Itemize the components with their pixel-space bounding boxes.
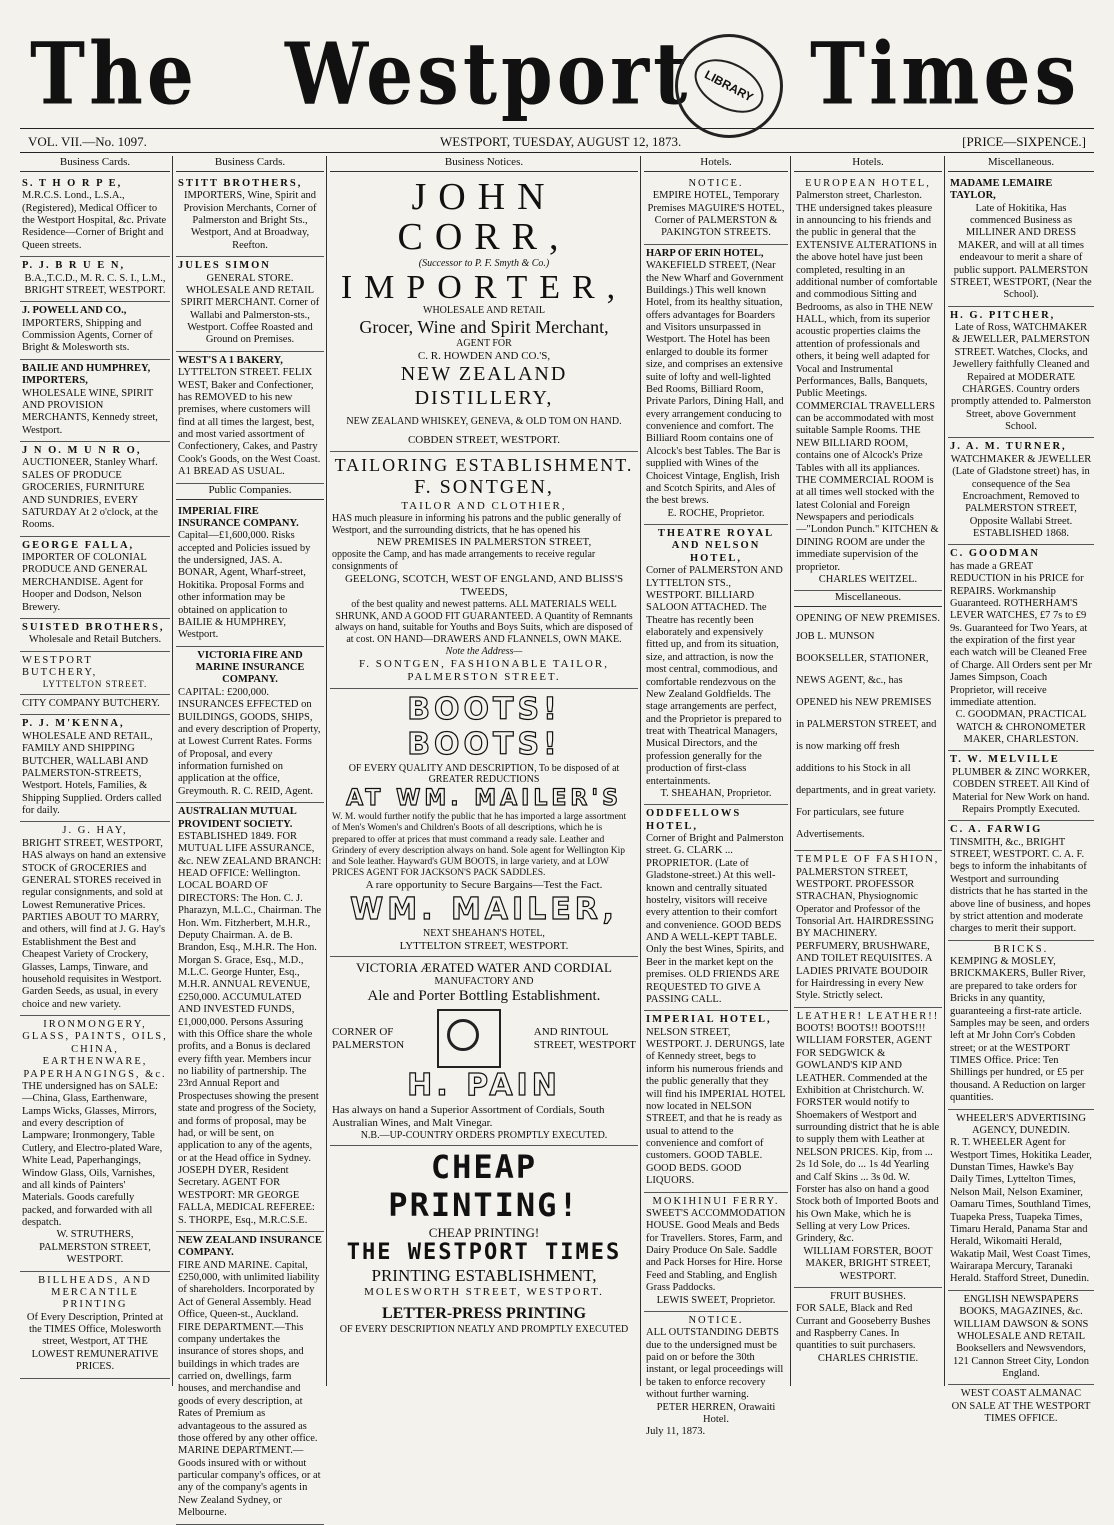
ad-wheeler-agency	[948, 1110, 1094, 1291]
ad-imperial-insurance	[176, 503, 324, 647]
ad-body: Late of Hokitika, Has commenced Business as MILLINER AND DRESS MAKER, and will at all times endeavour to merit a share of public support. PALMERSTON STREET, WESTPORT, (Near the School).	[950, 202, 1092, 301]
ad-title: C. A. FARWIG	[950, 824, 1043, 836]
ad-title: VICTORIA FIRE AND MARINE INSURANCE COMPANY.	[195, 649, 305, 686]
ad-powell	[20, 302, 170, 360]
ad-signature: F. SONTGEN, FASHIONABLE TAILOR, PALMERSTON STREET.	[359, 657, 609, 683]
ad-body: IMPORTERS, Shipping and Commission Agents, Corner of Bright & Molesworth sts.	[22, 317, 153, 354]
ad-city-butchery	[20, 695, 170, 715]
bottling-machine-illustration	[437, 1009, 501, 1068]
column-divider	[640, 156, 641, 1386]
ad-body: EMPIRE HOTEL, Temporary Premises MAGUIRE'S HOTEL, Corner of PALMERSTON & PAKINGTON STREETS.	[647, 190, 785, 239]
ad-body: opposite the Camp, and has made arrangements to receive regular consignments of	[332, 549, 596, 573]
ad-body: PLUMBER & ZINC WORKER, COBDEN STREET. All Kind of Material for New Work on hand. Repairs Promptly Executed.	[951, 766, 1091, 815]
ad-suisted	[20, 619, 170, 652]
ad-bruen	[20, 257, 170, 302]
ad-body: BOOTS! BOOTS!! BOOTS!!! WILLIAM FORSTER, AGENT FOR SEDGWICK & GOWLAND'S KIP AND LEATHER. Commended at the Exhibition at Christchurch. W. FORSTER would notify to Shoemakers of Westport and surrounding district that he is able to supply them with Leather at NELSON PRICES. Kip, from ... 2s 1d Sole, do ... 1s 4d Yearling and Calf Skins ... 3s 0d. W. Forster has also on hand a good Stock both of Imported Boots and his Own Make, which he is Selling at very Low Prices. Grindery, &c.	[796, 1023, 940, 1245]
ad-title: P. J. M'KENNA,	[22, 718, 125, 730]
ad-body: WILLIAM DAWSON & SONS WHOLESALE AND RETAIL Booksellers and Newsvendors, 121 Cannon Street City, London England.	[952, 1318, 1090, 1380]
ad-westport-butchery	[20, 652, 170, 695]
issue-date: WESTPORT, TUESDAY, AUGUST 12, 1873.	[440, 134, 682, 149]
ad-headline: WM. MAILER,	[350, 892, 618, 928]
ad-line: NEW ZEALAND WHISKEY, GENEVA, & OLD TOM ON HAND.	[346, 416, 622, 428]
ad-title: WHEELER'S ADVERTISING AGENCY, DUNEDIN.	[956, 1112, 1086, 1136]
ad-hay	[20, 822, 170, 1016]
ad-body: Palmerston street, Charleston. THE undersigned takes pleasure in announcing to his friends and the public in general that the EXTENSIVE ALTERATIONS in the above hotel have just been completed, resulting in an additional number of comfortable and commodious Sitting and Bedrooms, as also in THE NEW HALL, which, from its superior acoustic properties claims the attention of professionals and others, it being well adapted for Vocal and Instrumental Performances, Balls, Banquets, Public Meetings. COMMERCIAL TRAVELLERS can be accommodated with most suitable Sample Rooms. THE NEW BILLIARD ROOM, contains one of Alcock's Prize Tables with all its appliances. THE COMMERCIAL ROOM is at all times well stocked with the latest Colonial and Foreign Newspapers and periodicals—"London Punch." KITCHEN & DINING ROOM are under the immediate supervision of the proprietor.	[796, 190, 939, 573]
ad-subtitle: (Successor to P. F. Smyth & Co.)	[418, 257, 550, 269]
ad-title: TEMPLE OF FASHION,	[796, 854, 940, 866]
ad-line: N.B.—UP-COUNTRY ORDERS PROMPTLY EXECUTED.	[360, 1129, 608, 1141]
ad-herren-notice	[644, 1312, 788, 1443]
ad-title: THEATRE ROYAL AND NELSON HOTEL,	[657, 528, 775, 564]
ad-line: AND RINTOUL	[533, 1025, 609, 1038]
ad-headline: AT WM. MAILER'S	[346, 786, 622, 812]
ad-body: IMPORTERS, Wine, Spirit and Provision Merchants, Corner of Palmerston and Bright Sts., Westport, And at Broadway, Reefton.	[183, 190, 317, 251]
ad-line: LYTTELTON STREET, WESTPORT.	[399, 939, 569, 952]
ad-title: WEST'S A 1 BAKERY,	[178, 354, 283, 366]
ad-title: HARP OF ERIN HOTEL,	[646, 247, 764, 259]
ad-title: J. G. HAY,	[62, 825, 128, 837]
ad-thorpe	[20, 175, 170, 257]
ad-signature: T. SHEAHAN, Proprietor.	[660, 787, 772, 799]
ad-title: LEATHER! LEATHER!!	[796, 1010, 940, 1022]
ad-body: ALL OUTSTANDING DEBTS due to the undersigned must be paid on or before the 30th instant, or legal proceedings will be taken to enforce recovery without further warning.	[646, 1327, 784, 1401]
ad-line: PRINTING ESTABLISHMENT,	[371, 1266, 597, 1286]
ad-title: MOKIHINUI FERRY.	[652, 1195, 780, 1207]
ad-body: KEMPING & MOSLEY, BRICKMAKERS, Buller River, are prepared to take orders for Bricks in any quantity, guaranteeing a first-rate article. Samples may be seen, and orders left at Mr John Corr's Cobden street; or at the WESTPORT TIMES Office. Price: Ten Shillings per hundred, or £5 per thousand. A Reduction on larger quantities.	[950, 956, 1090, 1104]
column-divider	[790, 156, 791, 1386]
ad-forster-leather	[794, 1008, 942, 1288]
ad-title: BOOTS! BOOTS!	[407, 691, 561, 763]
ad-line: PALMERSTON	[332, 1038, 405, 1051]
ad-body: WHOLESALE AND RETAIL, FAMILY AND SHIPPING BUTCHER, WALLABI AND PALMERSTON-STREETS, Westport. Hotels, Families, & Shipping Supplied. Orders called for daily.	[22, 730, 162, 817]
ad-line: OF EVERY DESCRIPTION NEATLY AND PROMPTLY EXECUTED	[339, 1324, 629, 1336]
ad-body: CAPITAL: £200,000. INSURANCES EFFECTED on BUILDINGS, GOODS, SHIPS, and every description of Property, at Lowest Current Rates. Forms of Proposal, and every information furnished on application at the office, Greymouth. R. C. REID, Agent.	[178, 686, 321, 797]
column-business-cards-1	[20, 156, 170, 1386]
ad-body: M.R.C.S. Lond., L.S.A., (Registered), Medical Officer to the Westport Hospital, &c. Private Residence—Corner of Bright and Queen streets.	[22, 190, 167, 251]
section-heading: Miscellaneous.	[794, 591, 942, 607]
ad-title: FRUIT BUSHES.	[830, 1290, 906, 1302]
column-divider	[172, 156, 173, 1386]
ad-cheap-printing	[330, 1146, 638, 1339]
column-heading: Business Cards.	[20, 156, 170, 172]
ad-body: SWEET'S ACCOMMODATION HOUSE. Good Meals and Beds for Travellers. Stores, Farm, and Dairy Produce On Sale. Saddle and Pack Horses for Hire. Horse Feed and Stabling, and English Grass Paddocks.	[646, 1207, 786, 1294]
ad-body: AUCTIONEER, Stanley Wharf. SALES OF PRODUCE GROCERIES, FURNITURE AND SUNDRIES, EVERY SATURDAY At 2 o'clock, at the Rooms.	[22, 457, 158, 531]
ad-line: MANUFACTORY AND	[434, 975, 534, 987]
column-divider	[944, 156, 945, 1386]
ad-body: B.A.,T.C.D., M. R. C. S. I., L.M., BRIGHT STREET, WESTPORT.	[24, 272, 166, 296]
masthead-rule	[20, 128, 1094, 129]
ad-signature: WILLIAM FORSTER, BOOT MAKER, BRIGHT STREET, WESTPORT.	[803, 1245, 933, 1282]
ad-signature: LEWIS SWEET, Proprietor.	[656, 1294, 776, 1306]
ad-temple-of-fashion	[794, 851, 942, 1008]
ad-munson	[794, 610, 942, 851]
ad-title: CITY COMPANY BUTCHERY.	[22, 698, 160, 710]
ad-body: of the best quality and newest patterns. ALL MATERIALS WELL SHRUNK, AND A GOOD FIT GUARANTEED. A Quantity of Remnants always on hand, suitable for Youths and Boys Suits, which are disposed of at cost. ON HAND—DRAWERS AND FLANNELS, OWN MAKE.	[335, 598, 633, 646]
ad-line	[332, 1026, 404, 1052]
ad-title: MADAME LEMAIRE TAYLOR,	[950, 177, 1053, 202]
ad-title: BILLHEADS, AND MERCANTILE PRINTING	[38, 1274, 152, 1311]
ad-victoria-insurance	[176, 647, 324, 804]
ad-body: Of Every Description, Printed at the TIMES Office, Molesworth street, Westport, AT THE LOWEST REMUNERATIVE PRICES.	[26, 1311, 164, 1373]
ad-title: ODDFELLOWS HOTEL,	[646, 808, 742, 832]
ad-title: T. W. MELVILLE	[950, 754, 1060, 766]
ad-signature: C. GOODMAN, PRACTICAL WATCH & CHRONOMETER MAKER, CHARLESTON.	[955, 709, 1087, 746]
ad-line: WHOLESALE AND RETAIL	[423, 305, 545, 317]
ad-body: Corner of PALMERSTON AND LYTTELTON STS., WESTPORT. BILLIARD SALOON ATTACHED. The Theatre has recently been elaborately and expensively fitted up, and from its situation, size, and attraction, is now the most central, commodious, and comfortable rendezvous on the New Zealand Goldfields. The stage arrangements are perfect, and the Proprietor is prepared to treat with Theatrical Managers, Musical Directors, and the profession generally for the production of first-class entertainments.	[646, 565, 783, 787]
dateline	[20, 134, 1094, 150]
ad-title: WESTPORT BUTCHERY,	[22, 654, 98, 679]
ad-body: THE undersigned has on SALE:—China, Glass, Earthenware, Lamps Wicks, Glasses, Mirrors, and every description of Lampware; Ironmongery, Table Cutlery, and Electro-plated Ware, White Lead, Paperhangings, Window Glass, Oils, Varnishes, and all kinds of Painters' Materials. Goods carefully packed, and forwarded with all despatch.	[22, 1080, 163, 1229]
ad-lemaire-taylor	[948, 175, 1094, 307]
ad-title: SUISTED BROTHERS,	[22, 621, 165, 633]
ad-title: IMPERIAL FIRE INSURANCE COMPANY.	[178, 505, 299, 529]
ad-title: S. T H O R P E,	[22, 177, 123, 189]
ad-line: Note the Address—	[445, 646, 523, 658]
ad-title: VICTORIA ÆRATED WATER AND CORDIAL	[356, 960, 612, 976]
seal-text: LIBRARY	[686, 48, 773, 123]
ad-body: ON SALE AT THE WESTPORT TIMES OFFICE.	[951, 1400, 1091, 1425]
ad-title: JULES SIMON	[178, 260, 271, 272]
column-business-cards-2	[176, 156, 324, 1519]
ad-title: C. GOODMAN	[950, 548, 1040, 560]
ad-body: LYTTELTON STREET.	[42, 679, 148, 690]
ad-line: GEELONG, SCOTCH, WEST OF ENGLAND, AND BLISS'S TWEEDS,	[344, 572, 624, 598]
ad-body: LYTTELTON STREET. FELIX WEST, Baker and Confectioner, has REMOVED to his new premises, where customers will find at all times the largest, best, and most varied assortment of Confectionery, Cakes, and Pastry Cook's Goods, on the West Coast. A1 BREAD AS USUAL.	[178, 367, 321, 478]
ad-line: OF EVERY QUALITY AND DESCRIPTION, To be disposed of at GREATER REDUCTIONS	[348, 762, 620, 786]
ad-body: BRIGHT STREET, WESTPORT, HAS always on hand an extensive STOCK of GROCERIES and GENERAL STORES received in regular consignments, and sold at Lowest Remunerative Prices. PARTIES ABOUT TO MARRY, and others, will find at J. G. Hay's Establishment the Best and Cheapest Variety of Crockery, Glasses, Lamps, Tinware, and household requisites in Westport. Garden Seeds, as usual, in every choice and new variety.	[22, 837, 166, 1010]
ad-title: STITT BROTHERS,	[178, 177, 303, 189]
column-hotels-2	[794, 156, 942, 1386]
ad-line: CHEAP PRINTING!	[428, 1224, 540, 1240]
ad-line: Grocer, Wine and Spirit Merchant,	[359, 317, 609, 338]
ad-signature: W. STRUTHERS, PALMERSTON STREET, WESTPORT.	[39, 1229, 151, 1266]
ad-signature: CHARLES WEITZEL.	[818, 573, 918, 585]
ad-headline: THE WESTPORT TIMES	[346, 1240, 622, 1266]
ad-struthers	[20, 1016, 170, 1272]
column-miscellaneous	[948, 156, 1094, 1425]
ad-signature: E. ROCHE, Proprietor.	[667, 507, 765, 519]
ad-mailer-boots	[330, 689, 638, 958]
ad-line: CORNER OF	[332, 1025, 394, 1038]
ad-body: WAKEFIELD STREET, (Near the New Wharf and Government Buildings.) This well known Hotel, from its healthy situation, offers advantages for Boarders and Visitors unsurpassed in Westport. The Hotel has been enlarged to double its former size, and comprises an extensive suite of lofty and well-lighted Bed Rooms, Billiard Room, Private Parlors, Dining Hall, and every arrangement conducing to convenience and comfort. The Billiard Room contains one of Alcock's best Tables. The Bar is supplied with Wines of the Choicest Vintage, English, Irish and Scotch Spirits, and Ales of the best brews.	[646, 260, 784, 507]
ad-body: has made a GREAT REDUCTION in his PRICE for REPAIRS. Workmanship Guaranteed. ROTHERHAM'S LEVER WATCHES, £7 7s to £9 9s. Guaranteed for Two Years, at the expiration of the first year each watch will be Cleaned Free of Charge. All Orders sent per Mr James Simpson, Coach Proprietor, will receive immediate attention.	[950, 560, 1092, 708]
ad-headline: F. SONTGEN,	[414, 476, 554, 499]
ad-melville	[948, 751, 1094, 821]
library-seal-stamp	[675, 34, 783, 138]
ad-title: GEORGE FALLA,	[22, 539, 135, 551]
ad-title: IRONMONGERY, GLASS, PAINTS, OILS, CHINA, EARTHENWARE, PAPERHANGINGS, &c.	[22, 1019, 168, 1080]
dateline-rule	[20, 152, 1094, 153]
ad-line: NEW ZEALAND DISTILLERY,	[400, 363, 568, 409]
ad-signature: PETER HERREN, Orawaiti Hotel.	[656, 1401, 776, 1425]
ad-title: BRICKS.	[993, 943, 1049, 955]
masthead-title-right: Times	[810, 25, 1081, 125]
ad-title: NOTICE.	[688, 177, 744, 189]
column-heading: Hotels.	[794, 156, 942, 172]
ad-billheads	[20, 1272, 170, 1379]
ad-farwig	[948, 821, 1094, 940]
ad-line: A rare opportunity to Secure Bargains—Test the Fact.	[365, 879, 603, 892]
ad-title: WEST COAST ALMANAC	[960, 1388, 1082, 1400]
ad-line: C. R. HOWDEN AND CO.'S,	[417, 350, 551, 363]
ad-body: Corner of Bright and Palmerston street. G. CLARK ... PROPRIETOR. (Late of Gladstone-street.) At this well-known and centrally situated hostelry, visitors will receive every attention to their comfort and convenience. GOOD BEDS AND A WELL-KEPT TABLE. Only the best Wines, Spirits, and Beer in the market kept on the premises. OLD FRIENDS ARE REQUESTED TO GIVE A PASSING CALL.	[646, 833, 784, 1005]
ad-body: WHOLESALE WINE, SPIRIT AND PROVISION MERCHANTS, Kennedy street, Westport.	[22, 387, 158, 436]
ad-turner	[948, 438, 1094, 545]
ad-body: IMPORTER OF COLONIAL PRODUCE AND GENERAL MERCHANDISE. Agent for Hooper and Dodson, Nelson Brewery.	[22, 552, 148, 613]
ad-line: STREET, WESTPORT	[533, 1038, 636, 1051]
ad-mokihinui-ferry	[644, 1193, 788, 1312]
ad-title: H. G. PITCHER,	[950, 309, 1056, 321]
ad-body: Late of Ross, WATCHMAKER & JEWELLER, PALMERSTON STREET. Watches, Clocks, and Jewellery faithfully Cleaned and Repaired at MODERATE CHARGES. Country orders promptly attended to. Palmerston Street, above Government School.	[951, 322, 1091, 433]
volume-number: VOL. VII.—No. 1097.	[28, 134, 147, 149]
ad-goodman	[948, 545, 1094, 751]
section-heading: Public Companies.	[176, 484, 324, 500]
ad-illustration-row	[332, 1009, 636, 1068]
ad-body: Has always on hand a Superior Assortment of Cordials, South Australian Wines, and Malt Vinegar.	[332, 1103, 605, 1129]
column-heading: Hotels.	[644, 156, 788, 172]
ad-amp-society	[176, 803, 324, 1232]
ad-headline: Ale and Porter Bottling Establishment.	[367, 987, 601, 1004]
ad-body: FIRE AND MARINE. Capital, £250,000, with unlimited liability of shareholders. Incorporated by Act of General Assembly. Head Office, Queen-st., Auckland. FIRE DEPARTMENT.—This company undertakes the insurance of stores shops, and buildings in which trades are carried on, dwellings, farm houses, and merchandise and goods of every description, at Rates of Premium as advantageous to the assured as those offered by any other office. MARINE DEPARTMENT.—Goods insured with or without particular company's offices, or at any of the company's agents in New Zealand Sydney, or Melbourne.	[178, 1259, 321, 1519]
ad-body: FOR SALE, Black and Red Currant and Gooseberry Bushes and Raspberry Canes. In quantities to suit purchasers.	[796, 1303, 931, 1352]
ad-imperial-hotel	[644, 1011, 788, 1192]
ad-line: MOLESWORTH STREET, WESTPORT.	[364, 1286, 604, 1299]
ad-body: Capital—£1,600,000. Risks accepted and Policies issued by the undersigned, JAS. A. BONAR, Agent, Wharf-street, Hokitika. Proposal Forms and other information may be obtained on application to BAILIE & HUMPHREY, Westport.	[178, 530, 311, 641]
ad-pain-aerated-water	[330, 957, 638, 1146]
ad-munro	[20, 442, 170, 537]
ad-title: J. POWELL AND CO.,	[22, 305, 127, 317]
ad-title: JOHN CORR,	[397, 175, 571, 258]
ad-body: JOB L. MUNSON BOOKSELLER, STATIONER, NEWS AGENT, &c., has OPENED his NEW PREMISES in PALMERSTON STREET, and is now marking off fresh additions to his Stock in all departments, and in great variety. For particulars, see future Advertisements.	[796, 630, 937, 841]
column-hotels-1	[644, 156, 788, 1438]
ad-mkenna	[20, 715, 170, 822]
column-divider	[326, 156, 327, 1386]
ad-bricks	[948, 941, 1094, 1110]
ad-line	[534, 1026, 636, 1052]
ad-title: ENGLISH NEWSPAPERS BOOKS, MAGAZINES, &c.	[959, 1293, 1083, 1318]
price: [PRICE—SIXPENCE.]	[962, 134, 1086, 149]
ad-body: PALMERSTON STREET, WESTPORT. PROFESSOR STRACHAN, Physiognomic Operator and Professor of the Tonsorial Art. HAIRDRESSING BY MACHINERY. PERFUMERY, BRUSHWARE, AND TOILET REQUISITES. A LADIES PRIVATE BOUDOIR for Hairdressing in every New Style. Strictly select.	[796, 866, 934, 1002]
ad-body: HAS much pleasure in informing his patrons and the public generally of Westport, and the surrounding districts, that he has opened his	[332, 512, 622, 536]
ad-falla	[20, 537, 170, 619]
ad-theatre-royal	[644, 525, 788, 805]
column-heading: Miscellaneous.	[948, 156, 1094, 172]
masthead	[20, 14, 1094, 126]
ad-title: IMPERIAL HOTEL,	[646, 1014, 772, 1026]
ad-title: OPENING OF NEW PREMISES.	[796, 613, 940, 625]
ad-date: July 11, 1873.	[646, 1426, 706, 1438]
ad-signature: CHARLES CHRISTIE.	[817, 1352, 919, 1364]
ad-west-bakery	[176, 352, 324, 484]
ad-title: AUSTRALIAN MUTUAL PROVIDENT SOCIETY.	[178, 806, 297, 830]
ad-oddfellows	[644, 805, 788, 1011]
ad-body: R. T. WHEELER Agent for Westport Times, Hokitika Leader, Dunstan Times, Hawke's Bay Daily Times, Lyttelton Times, Nelson Mail, Nelson Examiner, Oamaru Times, Southland Times, Tuapeka Press, Tuapeka Times, Timaru Herald, Panama Star and Herald, Wikomaiti Herald, Wakatip Mail, West Coast Times, Wairarapa Mercury, Taranaki Herald. Stafford Street, Dunedin.	[950, 1137, 1092, 1285]
ad-title: NEW ZEALAND INSURANCE COMPANY.	[178, 1234, 322, 1259]
ad-title: NOTICE.	[688, 1314, 744, 1326]
ad-body: TINSMITH, &c., BRIGHT STREET, WESTPORT. C. A. F. begs to inform the inhabitants of Westport and surrounding districts that he has started in the above line of business, and hopes by strict attention and moderate charges to merit their support.	[950, 836, 1091, 935]
ad-john-corr	[330, 175, 638, 452]
ad-almanac	[948, 1385, 1094, 1429]
ad-line: AGENT FOR	[456, 338, 512, 350]
ad-title: BAILIE AND HUMPHREY, IMPORTERS,	[22, 362, 151, 387]
column-heading: Business Notices.	[330, 156, 638, 172]
ad-title: CHEAP PRINTING!	[388, 1148, 580, 1225]
ad-bailie-humphrey	[20, 360, 170, 442]
column-heading: Business Cards.	[176, 156, 324, 172]
ad-simon	[176, 257, 324, 352]
ad-body: WATCHMAKER & JEWELLER (Late of Gladstone street) has, in consequence of the Sea Encroachment, Removed to PALMERSTON STREET, Opposite Wallabi Street. ESTABLISHED 1868.	[950, 453, 1092, 540]
ad-body: ESTABLISHED 1849. FOR MUTUAL LIFE ASSURANCE, &c. NEW ZEALAND BRANCH: HEAD OFFICE: Wellington. LOCAL BOARD OF DIRECTORS: The Hon. C. J. Pharazyn, M.L.C., Chairman. The Hon. Wm. Fitzherbert, M.H.R., Deputy Chairman. A. de B. Brandon, Esq., M.H.R. The Hon. Morgan S. Grace, Esq., M.D., M.L.C. George Hunter, Esq., M.H.R. ANNUAL REVENUE, £250,000. ACCUMULATED AND INVESTED FUNDS, £1,000,000. Persons Assuring with this Office share the whole profits, and a Bonus is declared every fifth year. Members incur no liability of partnership. The 23rd Annual Report and Prospectuses showing the present state and progress of the Society, and forms of proposal, may be had, or will be sent, on application to any of the agents, or at the Head office in Sydney. JOSEPH DYER, Resident Secretary. AGENT FOR WESTPORT: MR GEORGE FALLA, MEDICAL REFEREE: S. THORPE, Esq., M.R.C.S.E.	[178, 830, 322, 1226]
ad-fruit-bushes	[794, 1288, 942, 1369]
ad-stitt	[176, 175, 324, 257]
ad-line: NEW PREMISES IN PALMERSTON STREET,	[376, 536, 592, 549]
ad-headline: H. PAIN	[407, 1068, 561, 1104]
ad-line: COBDEN STREET, WESTPORT.	[407, 434, 561, 447]
ad-body: NELSON STREET, WESTPORT. J. DERUNGS, late of Kennedy street, begs to inform his numerous friends and the public generally that they will find his IMPERIAL HOTEL now located in NELSON STREET, and that he is ready as usual to attend to the convenience and comfort of customers. GOOD TABLE. GOOD BEDS. GOOD LIQUORS.	[646, 1026, 786, 1187]
masthead-title-left: The	[30, 25, 198, 125]
ad-title: J N O. M U N R O,	[22, 445, 142, 457]
ad-sontgen	[330, 452, 638, 689]
ad-title: TAILORING ESTABLISHMENT.	[334, 454, 634, 475]
ad-body: W. M. would further notify the public that he has imported a large assortment of Men's Women's and Children's Boots of all descriptions, which he is prepared to offer at prices that must command a ready sale. Leather and Grindery of every description always on hand. Sole agent for Wellington Kip and Sole leather. Hayward's GUM BOOTS, in large variety, and at LOW PRICES AGENT FOR JACKSON'S PACK SADDLES.	[332, 812, 627, 879]
ad-line: TAILOR AND CLOTHIER,	[401, 499, 567, 512]
column-business-notices	[330, 156, 638, 1386]
ad-title: P. J. B R U E N,	[22, 260, 126, 272]
ad-line: LETTER-PRESS PRINTING	[381, 1305, 587, 1323]
ad-body: Wholesale and Retail Butchers.	[28, 634, 162, 646]
ad-pitcher	[948, 307, 1094, 439]
ad-dawson-newspapers	[948, 1291, 1094, 1386]
ad-european-hotel	[794, 175, 942, 591]
ad-title: EUROPEAN HOTEL,	[805, 177, 931, 189]
ad-empire-hotel	[644, 175, 788, 245]
ad-body: GENERAL STORE. WHOLESALE AND RETAIL SPIRIT MERCHANT. Corner of Wallabi and Palmerston-sts., Westport. Coffee Roasted and Ground on Premises.	[180, 272, 320, 346]
ad-headline: IMPORTER,	[340, 268, 628, 306]
masthead-title-mid: Westport	[285, 25, 692, 125]
ad-harp-of-erin	[644, 245, 788, 525]
ad-title: J. A. M. TURNER,	[950, 441, 1067, 453]
ad-line: NEXT SHEAHAN'S HOTEL,	[423, 927, 545, 939]
ad-nz-insurance	[176, 1232, 324, 1525]
